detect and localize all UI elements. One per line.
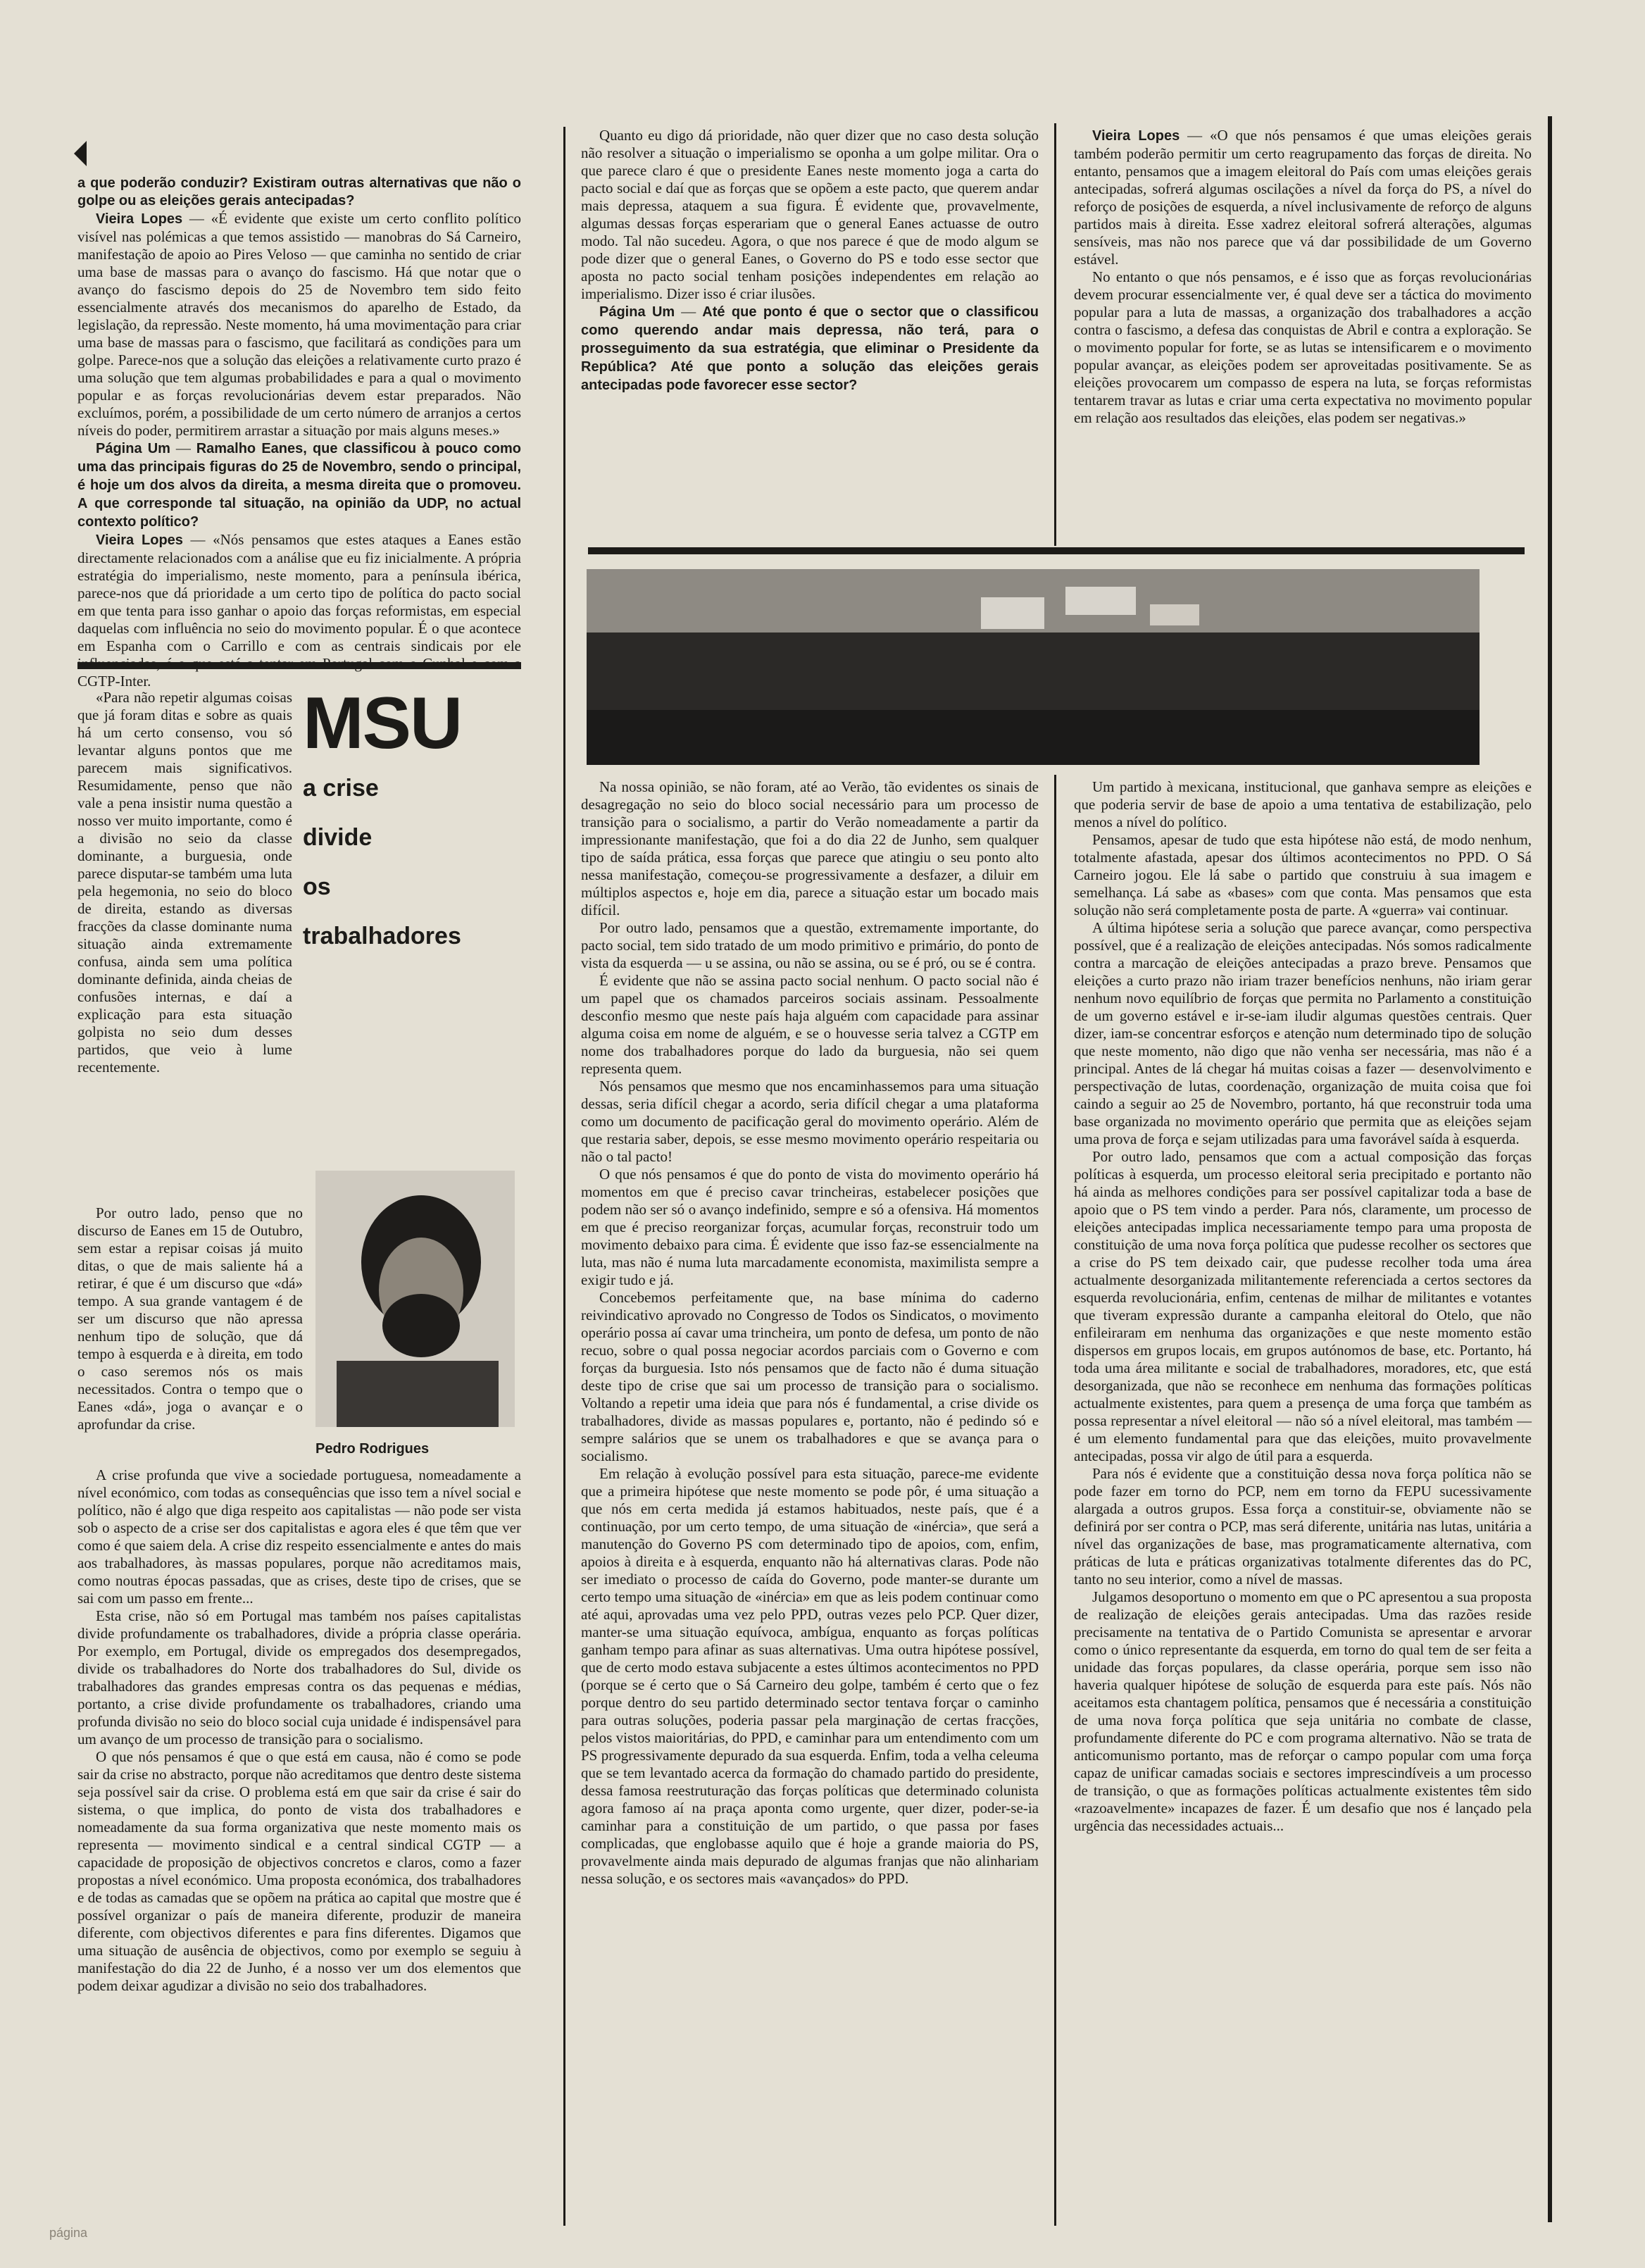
msu-p18: Julgamos desoportuno o momento em que o PC apresentou a sua proposta de realização de eleições gerais antecipadas. Uma das razões reside precisamente na tentativa de o Partido Comunista se apresentar e arvorar como o único representante da esquerda, em torno do qual tem de ser feita a unidade das forças populares, da classe operária, porque sem isso não haveria qualquer hipótese de solução de esquerda para este país. Nós não aceitamos esta chantagem política, pensamos que é necessária a constituição de uma nova força política que seja unitária no combate de classe, profundamente diferente do PC e com programa alternativo. Não se trata de anticomunismo portanto, mas de reforçar o campo popular com uma força capaz de unificar camadas sociais e sectores imprescindíveis a um processo de transição, o que as formações políticas actualmente existentes têm sido «razoavelmente» incapazes de fazer. É um desafio que nos é lançado pela urgência das necessidades actuais... <box>1074 1588 1532 1834</box>
page-footer: página <box>49 2226 88 2240</box>
msu-p16: Por outro lado, pensamos que com a actual composição das forças políticas à esquerda, um processo eleitoral seria precipitado e portanto não há ainda as melhores condições para ser possível capitalizar toda a base de apoio que o PS tem vindo a perder. Para nós, claramente, um processo de eleições antecipadas implica necessariamente tempo para uma proposta de constituição de uma nova força política que pudesse recolher os sectores que a crise do PS tem deixado cair, que pudesse recolher toda uma área actualmente desorganizada militantemente referenciada a certos sectores da esquerda revolucionária, enfim, centenas de milhar de militantes e votantes que tiveram expressão durante a campanha eleitoral do Otelo, que não enfileiraram em nenhuma das organizações e que neste momento estão dispersos em grupos locais, em grupos autónomos de base, etc. Portanto, há toda uma área militante e social de trabalhadores, moradores, etc, que está desorganizada, que não se reconhece em nenhuma das formações políticas actualmente existentes, para quem a presença de uma força que também as possa representar a nível eleitoral — não só a nível eleitoral, mas também — é um elemento fundamental para que das eleições, muito provavelmente antecipadas, possa vir algo de útil para a esquerda. <box>1074 1148 1532 1464</box>
answer-3: «O que nós pensamos é que umas eleições gerais também poderão permitir um certo reagrupamento das forças de direita. No entanto, pensamos que a imagem eleitoral do País com umas eleições gerais antecipadas, sofrerá algumas oscilações a nível da força do PS, a nível do reforço de posições de esquerda, a nível inclusivamente de reforço de alguns partidos mais à direita. Esse xadrez eleitoral sofrerá alterações, algumas sensíveis, mas não nos parece que vá dar possibilidade de um Governo estável. <box>1074 127 1532 268</box>
msu-p12: Em relação à evolução possível para esta situação, parece-me evidente que a primeira hipótese que neste momento se pode pôr, é uma situação a que nós em certa medida já estamos habituados, neste país, que é a continuação, por um certo tempo, de uma situação de «inércia», que será a manutenção do Governo PS com determinado tipo de apoios, com, enfim, apoios à direita e à esquerda, enquanto não há alternativas claras. Pode não ser imediato o processo de caída do Governo, pode manter-se durante um certo tempo uma situação de «inércia» em que as leis podem continuar como até aqui, aprovadas uma vez pelo PPD, outras vezes pelo PCP. Quer dizer, manter-se uma situação equívoca, ambígua, enquanto as forças políticas ganham tempo para afinar as suas alternativas. Uma outra hipótese possível, que de certo modo estava subjacente a estes últimos acontecimentos no PPD (porque se é certo que o Sá Carneiro deu golpe, também é certo que o fez porque dentro do seu partido determinado sector tentava forçar o caminho para outras soluções, poderia passar pela marginação de certas fracções, pelos vistos maioritárias, do PPD, e caminhar para um entendimento com um PS progressivamente depurado da sua esquerda. Enfim, toda a velha celeuma que se tem levantado acerca da formação do chamado partido do presidente, dessa famosa reestruturação das forças políticas que determinado colunista agora famoso aí na praça aponta como urgente, quer dizer, poder-se-ia caminhar para a constituição de um partido, o que passa por fases complicadas, que englobasse aquilo que é hoje a grande maioria do PS, provavelmente ainda mais depurado de algumas franjas que não alinhariam nessa solução, e os sectores mais «avançados» do PPD. <box>581 1465 1039 1887</box>
msu-p13: Um partido à mexicana, institucional, que ganhava sempre as eleições e que poderia servir de base de apoio a uma tentativa de estabilização, pelo menos a nível do político. <box>1074 778 1532 830</box>
answer-2: «Nós pensamos que estes ataques a Eanes estão directamente relacionados com a análise que eu fiz inicialmente. A própria estratégia do imperialismo, neste momento, para a península ibérica, parece-nos que dá prioridade a um certo tipo de política do pacto social em que tenta para isso ganhar o apoio das forças reformistas, em especial daquelas com influência no seio do movimento popular. É o que acontece em Espanha com o Carrillo e com as centrais sindicais por ele influenciadas, é o que está a tentar em Portugal com o Cunhal e com a CGTP-Inter. <box>77 531 521 690</box>
msu-p5: O que nós pensamos é que o que está em causa, não é como se pode sair da crise no abstracto, porque não acreditamos que dentro deste sistema seja possível sair da crise. O problema está em que sair da crise é sair do sistema, o que implica, do ponto de vista dos trabalhadores e nomeadamente da sua forma organizativa que neste momento mais os representa — movimento sindical e a central sindical CGTP — a capacidade de proposição de objectivos concretos e claros, como a fazer propostas a nível económico. Uma proposta económica, dos trabalhadores e de todas as camadas que se opõem na prática ao capital que mostre que é possível organizar o país de maneira diferente, produzir de maneira diferente, com objectivos diferentes e para fins diferentes. Digamos que uma situação de ausência de objectivos, como por exemplo se seguiu à manifestação do dia 22 de Junho, é a nosso ver um dos elementos que podem deixar agudizar a divisão no seio dos trabalhadores. <box>77 1748 521 1994</box>
portrait-photo <box>315 1171 515 1427</box>
msu-p3: A crise profunda que vive a sociedade portuguesa, nomeadamente a nível económico, com todas as consequências que isso tem a nível social e político, não é algo que diga respeito aos capitalistas — não pode ser vista sob o aspecto de a crise ser dos capitalistas e agora eles é que têm que ver como é que saiem dela. A crise diz respeito essencialmente e antes do mais aos trabalhadores, às massas populares, porque não acreditamos mais, como noutras épocas passadas, que as crises, deste tipo de crises, que se sai com um passo em frente... <box>77 1466 521 1607</box>
msu-p15: A última hipótese seria a solução que parece avançar, como perspectiva possível, que é a realização de eleições antecipadas. Nós somos radicalmente contra a marcação de eleições antecipadas a prazo breve. Pensamos que eleições a curto prazo não iriam trazer benefícios nenhuns, não iriam gerar nenhum novo equilíbrio de forças que permita no Parlamento a constituição de um governo estável e ir-se-iam iludir algumas questões centrais. Quer dizer, iam-se concentrar esforços e atenção num determinado tipo de solução que neste momento, não digo que não venha ser necessária, mas não é a principal. Antes de lá chegar há muitas coisas a fazer — desenvolvimento e perspectivação de lutas, coordenação, organização de muita coisa que foi caindo a seguir ao 25 de Novembro, portanto, há que reconstruir toda uma base organizada no movimento operário que permita que as eleições sejam uma prova de força e sejam utilizadas para uma favorável saída à esquerda. <box>1074 919 1532 1147</box>
answer-1: «É evidente que existe um certo conflito político visível nas polémicas a que temos assistido — manobras do Sá Carneiro, manifestação de apoio ao Pires Veloso — que caminha no sentido de criar uma base de massas para o avanço do fascismo. Há que notar que o avanço do fascismo depois do 25 de Novembro tem sido feito essencialmente através dos mecanismos do aparelho de Estado, da legislação, da repressão. Neste momento, há uma movimentação para criar uma base de massas para o fascismo, que facilitará as condições para um golpe. Parece-nos que a solução das eleições a relativamente curto prazo é uma solução que tem algumas probabilidades e para a qual o movimento popular e as forças revolucionárias devem estar preparados. Não excluímos, porém, a possibilidade de um certo número de arranjos a certos níveis do poder, permitirem arrastar a situação por mais alguns meses.» <box>77 210 522 439</box>
upper-right-rule <box>588 547 1525 554</box>
msu-column-3 <box>1074 778 1532 1835</box>
speaker-label: Página Um <box>96 441 170 456</box>
answer-3b: No entanto o que nós pensamos, e é isso que as forças revolucionárias devem procurar essencialmente ver, é qual deve ser a táctica do movimento popular para a luta de massas, a organização dos trabalhadores a acção contra o fascismo, a defesa das conquistas de Abril e contra a exploração. Se o movimento popular for forte, se as lutas se intensificarem e o movimento popular avançar, as eleições podem ser aproveitadas positivamente. Se as eleições provocarem um compasso de espera na luta, se forças reformistas tentarem travar as lutas e criar uma certa expectativa no movimento popular em relação aos resultados das eleições, elas podem ser negativas.» <box>1074 268 1532 426</box>
vertical-rule-2 <box>1054 775 1056 2226</box>
article-headline <box>303 683 514 957</box>
msu-column-2 <box>581 778 1039 1888</box>
intro-column-3: Vieira Lopes — «O que nós pensamos é que umas eleições gerais também poderão permitir um certo reagrupamento das forças de direita. No entanto, pensamos que a imagem eleitoral do País com umas eleições gerais antecipadas, sofrerá algumas oscilações a nível da força do PS, a nível do reforço de posições de esquerda, a nível inclusivamente de reforço de alguns partidos mais à direita. Esse xadrez eleitoral sofrerá alterações, algumas sensíveis, mas não nos parece que vá dar possibilidade de um Governo estável. No entanto o que nós pensamos, e é isso que as forças revolucionárias devem procurar essencialmente ver, é qual deve ser a táctica do movimento popular para a luta de massas, a organização dos trabalhadores a acção contra o fascismo, a defesa das conquistas de Abril e contra a exploração. Se o movimento popular for forte, se as lutas se intensificarem e o movimento popular avançar, as eleições podem ser aproveitadas positivamente. Se as eleições provocarem um compasso de espera na luta, se forças reformistas tentarem travar as lutas e criar uma certa expectativa no movimento popular em relação aos resultados das eleições, elas podem ser negativas.» <box>1074 127 1532 426</box>
headline-title: MSU <box>303 683 462 764</box>
speaker-label: Página Um <box>599 304 675 320</box>
vertical-rule-1 <box>563 127 565 2226</box>
headline-subtitle-4: trabalhadores <box>303 923 461 949</box>
speaker-label: Vieira Lopes <box>96 211 183 227</box>
msu-column-1-bottom <box>77 1466 521 1995</box>
question-2: Ramalho Eanes, que classificou à pouco como uma das principais figuras do 25 de Novembro, sendo o principal, é hoje um dos alvos da direita, a mesma direita que o promoveu. A que corresponde tal situação, na opinião da UDP, no actual contexto político? <box>77 441 521 530</box>
headline-subtitle-2: divide <box>303 824 373 851</box>
msu-p1: «Para não repetir algumas coisas que já foram ditas e sobre as quais há um certo consenso, vou só levantar alguns pontos que me parecem mais significativos. Resumidamente, penso que não vale a pena insistir numa questão a nosso ver muito importante, como é a divisão no seio da classe dominante, a burguesia, onde parece disputar-se também uma luta pela hegemonia, no seio do bloco de direita, estando as diversas fracções da classe dominante numa situação ainda extremamente confusa, ainda sem uma política dominante definida, ainda cheias de confusões internas, e daí a explicação para esta situação golpista no seio dum desses partidos, que veio à lume recentemente. <box>77 689 292 1076</box>
intro-column-1: a que poderão conduzir? Existiram outras alternativas que não o golpe ou as eleições gerais antecipadas? Vieira Lopes — «É evidente que existe um certo conflito político visível nas polémicas a que temos assistido — manobras do Sá Carneiro, manifestação de apoio ao Pires Veloso — que caminha no sentido de criar uma base de massas para o avanço do fascismo. Há que notar que o avanço do fascismo depois do 25 de Novembro tem sido feito essencialmente através dos mecanismos do aparelho de Estado, da legislação, da repressão. Neste momento, há uma movimentação para criar uma base de massas para o fascismo, que facilitará as condições para um golpe. Parece-nos que a solução das eleições a relativamente curto prazo é uma solução que tem algumas probabilidades e para a qual o movimento popular e as forças revolucionárias devem estar preparados. Não excluímos, porém, a possibilidade de um certo número de arranjos a certos níveis do poder, permitirem arrastar a situação por mais alguns meses.» Página Um — Ramalho Eanes, que classificou à pouco como uma das principais figuras do 25 de Novembro, sendo o principal, é hoje um dos alvos da direita, a mesma direita que o promoveu. A que corresponde tal situação, na opinião da UDP, no actual contexto político? Vieira Lopes — «Nós pensamos que estes ataques a Eanes estão directamente relacionados com a análise que eu fiz inicialmente. A própria estratégia do imperialismo, neste momento, para a península ibérica, parece-nos que dá prioridade a um certo tipo de política do pacto social em que tenta para isso ganhar o apoio das forças reformistas, em especial daquelas com influência no seio do movimento popular. É o que acontece em Espanha com o Carrillo e com as centrais sindicais por ele influenciadas, é o que está a tentar em Portugal com o Cunhal e com a CGTP-Inter. <box>77 175 522 690</box>
speaker-label: Vieira Lopes <box>96 532 183 548</box>
headline-subtitle-3: os <box>303 873 331 900</box>
demonstration-photo <box>587 569 1480 765</box>
msu-column-1-top <box>77 689 292 1076</box>
continuation-arrow-icon <box>74 141 87 166</box>
intro-column-2: Quanto eu digo dá prioridade, não quer dizer que no caso desta solução não resolver a situação o imperialismo se oponha a um golpe militar. Ora o que parece claro é que o presidente Eanes neste momento joga a carta do pacto social e daí que as forças que se opõem a este pacto, que querem andar mais depressa, ataquem a sua figura. É evidente que, provavelmente, algumas dessas forças esperariam que o general Eanes actuasse de outro modo. Tal não sucedeu. Agora, o que nos parece é que de modo algum se pode dizer que o general Eanes, o Governo do PS e todo esse sector que aposta no pacto social tenham posições independentes em relação ao imperialismo. Dizer isso é criar ilusões. Página Um — Até que ponto é que o sector que o classificou como querendo andar mais depressa, não terá, para o prosseguimento da sua estratégia, que eliminar o Presidente da República? Até que ponto a solução das eleições gerais antecipadas pode favorecer esse sector? <box>581 127 1039 393</box>
msu-p11: Concebemos perfeitamente que, na base mínima do caderno reivindicativo aprovado no Congresso de Todos os Sindicatos, o movimento operário possa aí cavar uma trincheira, um ponto de defesa, um ponto de não recuo, sobre o qual possa negociar acordos parciais com o Governo e com forças da burguesia. Isto nós pensamos que de facto não é duma situação deste tipo de crise que sai um processo de transição para o socialismo. Voltando a repetir uma ideia que para nós é fundamental, a crise divide os trabalhadores, divide as massas populares e, portanto, não é pedindo só e sempre salários que se unem os trabalhadores e que se avança para o socialismo. <box>581 1289 1039 1464</box>
question-3: Até que ponto é que o sector que o classificou como querendo andar mais depressa, não terá, para o prosseguimento da sua estratégia, que eliminar o Presidente da República? Até que ponto a solução das eleições gerais antecipadas pode favorecer esse sector? <box>581 304 1039 393</box>
msu-p6: Na nossa opinião, se não foram, até ao Verão, tão evidentes os sinais de desagregação no seio do bloco social necessário para um processo de transição para o socialismo, a partir do Verão nomeadamente a partir da impressionante manifestação, que foi a do dia 22 de Junho, sem qualquer tipo de saída prática, essa forças que parece que atingiu o seu ponto alto nessa manifestação, começou-se progressivamente a desfazer, a diluir em múltiplos aspectos e, hoje em dia, parece a situação estar um bocado mais difícil. <box>581 778 1039 918</box>
msu-p14: Pensamos, apesar de tudo que esta hipótese não está, de modo nenhum, totalmente afastada, apesar dos últimos acontecimentos no PPD. O Sá Carneiro jogou. Ele lá sabe o partido que construiu à sua imagem e semelhança. Lá sabe as «bases» com que conta. Mas pensamos que esta solução não será completamente posta de parte. A «guerra» vai continuar. <box>1074 831 1532 918</box>
msu-p7: Por outro lado, pensamos que a questão, extremamente importante, do pacto social, tem sido tratado de um modo primitivo e primário, do ponto de vista da esquerda — u se assina, ou não se assina, ou se é pró, ou se é contra. <box>581 919 1039 971</box>
msu-p17: Para nós é evidente que a constituição dessa nova força política não se pode fazer em torno do PCP, nem em torno da FEPU sucessivamente alargada a outros grupos. Essa força a constituir-se, obviamente não se definirá por ser contra o PCP, mas será diferente, unitária nas lutas, unitária a nível das organizações de base, mas programaticamente alternativa, com práticas de luta e práticas organizativas totalmente diferentes das do PC, tanto no seu interior, como a nível de massas. <box>1074 1465 1532 1588</box>
right-border-rule <box>1548 116 1552 2222</box>
headline-subtitle-1: a crise <box>303 775 379 802</box>
msu-p10: O que nós pensamos é que do ponto de vista do movimento operário há momentos em que é preciso cavar trincheiras, estabelecer posições que podem não ser só o avanço indefinido, sempre e só a ofensiva. Há momentos em que é preciso reorganizar forças, acumular forças, reconstruir todo um movimento debaixo para cima. É evidente que isso faz-se essencialmente na luta, mas não é numa luta marcadamente economista, maximilista sempre a exigir tudo e já. <box>581 1166 1039 1288</box>
question-1: a que poderão conduzir? Existiram outras alternativas que não o golpe ou as eleições gerais antecipadas? <box>77 175 521 208</box>
msu-p8: É evidente que não se assina pacto social nenhum. O pacto social não é um papel que os chamados parceiros sociais assinam. Pessoalmente desconfio mesmo que neste país haja alguém com capacidade para assinar alguma coisa em nome de alguém, e se o houvesse seria talvez a CGTP em nome dos trabalhadores porque do lado da burguesia, não sei quem representa quem. <box>581 972 1039 1077</box>
msu-p2: Por outro lado, penso que no discurso de Eanes em 15 de Outubro, sem estar a repisar coisas já muito ditas, o que de mais saliente há a retirar, é que é um discurso que «dá» tempo. A sua grande vantagem é de ser um discurso que não apressa nenhum tipo de solução, que dá tempo à esquerda e à direita, em todo o caso seremos nós os mais necessitados. Contra o tempo que o Eanes «dá», joga o avançar e o aprofundar da crise. <box>77 1204 303 1433</box>
msu-p4: Esta crise, não só em Portugal mas também nos países capitalistas divide profundamente os trabalhadores, divide a própria classe operária. Por exemplo, em Portugal, divide os empregados dos desempregados, divide os trabalhadores do Norte dos trabalhadores do Sul, divide os trabalhadores das grandes empresas contra os das pequenas e médias, portanto, a crise divide profundamente os trabalhadores, criando uma profunda divisão no seio do bloco social cuja unidade é indispensável para um avanço de um processo de transição para o socialismo. <box>77 1607 521 1747</box>
msu-p9: Nós pensamos que mesmo que nos encaminhassemos para uma situação dessas, seria difícil chegar a acordo, seria difícil chegar a uma plataforma como um documento de pacificação geral do movimento operário. Além de que restaria saber, depois, se esse mesmo movimento operário respeitaria ou não o tal pacto! <box>581 1078 1039 1165</box>
answer-2b: Quanto eu digo dá prioridade, não quer dizer que no caso desta solução não resolver a situação o imperialismo se oponha a um golpe militar. Ora o que parece claro é que o presidente Eanes neste momento joga a carta do pacto social e daí que as forças que se opõem a este pacto, que querem andar mais depressa, ataquem a sua figura. É evidente que, provavelmente, algumas dessas forças esperariam que o general Eanes actuasse de outro modo. Tal não sucedeu. Agora, o que nos parece é que de modo algum se pode dizer que o general Eanes, o Governo do PS e todo esse sector que aposta no pacto social tenham posições independentes em relação ao imperialismo. Dizer isso é criar ilusões. <box>581 127 1039 302</box>
vertical-rule-top-2 <box>1054 123 1056 546</box>
msu-column-1-mid <box>77 1204 303 1433</box>
photo-caption: Pedro Rodrigues <box>315 1441 430 1457</box>
speaker-label: Vieira Lopes <box>1092 128 1180 144</box>
